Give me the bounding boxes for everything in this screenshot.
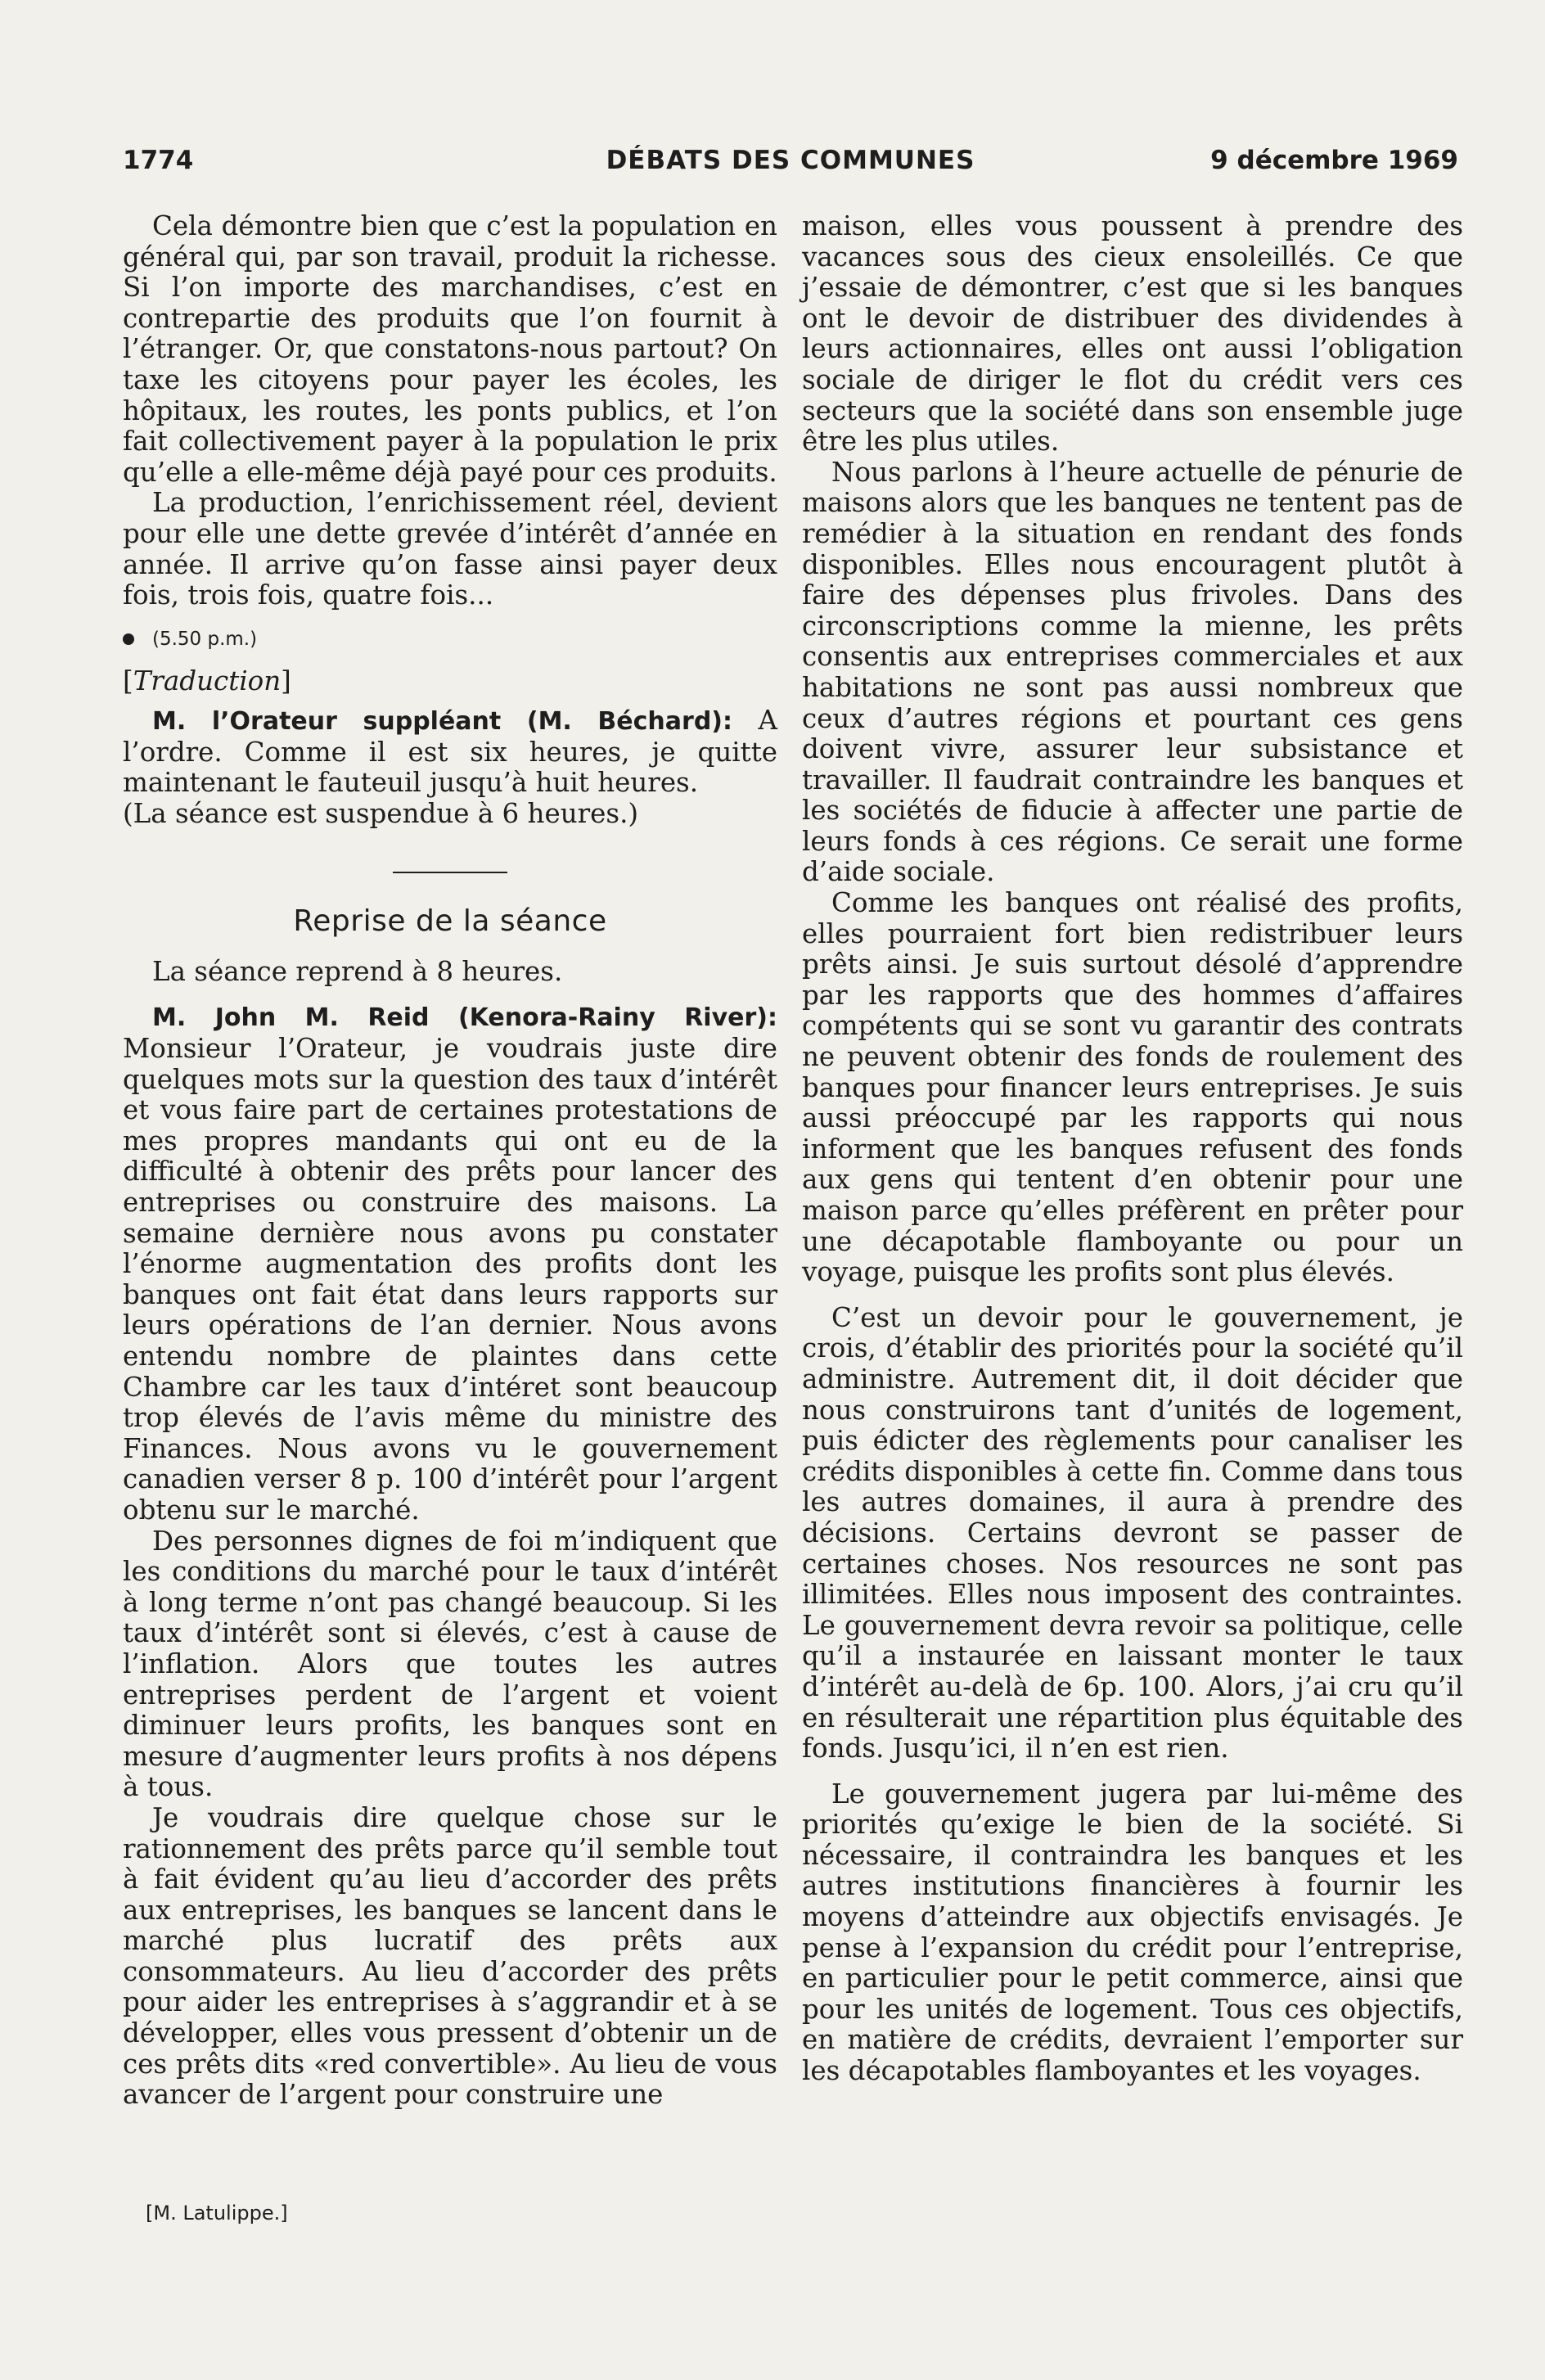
left-column xyxy=(123,211,777,2111)
speech-text: Monsieur l’Orateur, je voudrais juste dire quelques mots sur la question des taux d’intérêt et vous faire part de certaines protestations de mes propres mandants qui ont eu de la difficulté à obtenir des prêts pour lancer des entreprises ou construire des maisons. La semaine dernière nous avons pu constater l’énorme augmentation des profits dont les banques ont fait état dans leurs rapports sur leurs opérations de l’an dernier. Nous avons entendu nombre de plaintes dans cette Chambre car les taux d’intéret sont beaucoup trop élevés de l’avis même du ministre des Finances. Nous avons vu le gouvernement canadien verser 8 p. 100 d’intérêt pour l’argent obtenu sur le marché. xyxy=(123,1033,777,1526)
page-date: 9 décembre 1969 xyxy=(1210,146,1458,175)
speaker-name: M. John M. Reid (Kenora-Rainy River): xyxy=(152,1003,777,1033)
speech-text: A l’ordre. Comme il est six heures, je quitte maintenant le fauteuil jusqu’à huit heures. xyxy=(123,704,777,799)
time-marker xyxy=(123,624,777,656)
speaker-name: M. l’Orateur suppléant (M. Béchard): xyxy=(152,706,732,736)
right-column xyxy=(802,211,1463,2087)
speech-paragraph xyxy=(123,705,777,799)
resume-note: La séance reprend à 8 heures. xyxy=(152,955,563,987)
page-number: 1774 xyxy=(123,146,194,175)
paragraph: Cela démontre bien que c’est la population en général qui, par son travail, produit la richesse. Si l’on importe des marchandises, c’est en contrepartie des produits que l’on fournit à l’étranger. Or, que constatons-nous partout? On taxe les citoyens pour payer les écoles, les hôpitaux, les routes, les ponts publics, et l’on fait collectivement payer à la population le prix qu’elle a elle-même déjà payé pour ces produits. xyxy=(123,210,777,488)
paragraph: Je voudrais dire quelque chose sur le rationnement des prêts parce qu’il semble tout à fait évident qu’au lieu d’accorder des prêts aux entreprises, les banques se lancent dans le marché plus lucratif des prêts aux consommateurs. Au lieu d’accorder des prêts pour aider les entreprises à s’aggrandir et à se développer, elles vous pressent d’obtenir un de ces prêts dits «red convertible». Au lieu de vous avancer de l’argent pour construire une xyxy=(123,1801,777,2111)
publication-title: DÉBATS DES COMMUNES xyxy=(606,146,975,175)
paragraph: La production, l’enrichissement réel, devient pour elle une dette grevée d’intérêt d’année en année. Il arrive qu’on fasse ainsi payer deux fois, trois fois, quatre fois... xyxy=(123,487,777,611)
section-heading: Reprise de la séance xyxy=(293,904,607,939)
paragraph: maison, elles vous poussent à prendre des vacances sous des cieux ensoleillés. Ce que j’essaie de démontrer, c’est que si les banques ont le devoir de distribuer des dividendes à leurs actionnaires, elles ont aussi l’obligation sociale de diriger le flot du crédit vers ces secteurs que la société dans son ensemble juge être les plus utiles. xyxy=(802,210,1463,458)
page-header xyxy=(123,146,1458,185)
section-divider xyxy=(393,872,507,873)
time-marker-text: (5.50 p.m.) xyxy=(152,628,258,650)
suspension-note: (La séance est suspendue à 6 heures.) xyxy=(123,797,639,829)
translation-label: Traduction xyxy=(133,665,282,697)
paragraph: C’est un devoir pour le gouvernement, je crois, d’établir des priorités pour la société qu’il administre. Autrement dit, il doit décider que nous construirons tant d’unités de logement, puis édicter des règlements pour canaliser les crédits disponibles à cette fin. Comme dans tous les autres domaines, il aura à prendre des décisions. Certains devront se passer de certaines choses. Nos resources ne sont pas illimitées. Elles nous imposent des contraintes. Le gouvernement devra revoir sa politique, celle qu’il a instaurée en laissant monter le taux d’intérêt au-delà de 6p. 100. Alors, j’ai cru qu’il en résulterait une répartition plus équitable des fonds. Jusqu’ici, il n’en est rien. xyxy=(802,1301,1463,1765)
paragraph: Nous parlons à l’heure actuelle de pénurie de maisons alors que les banques ne tentent pas de remédier à la situation en rendant des fonds disponibles. Elles nous encouragent plutôt à faire des dépenses plus frivoles. Dans des circonscriptions comme la mienne, les prêts consentis aux entreprises commerciales et aux habitations ne sont pas aussi nombreux que ceux d’autres régions et pourtant ces gens doivent vivre, assurer leur subsistance et travailler. Il faudrait contraindre les banques et les sociétés de fiducie à affecter une partie de leurs fonds à ces régions. Ce serait une forme d’aide sociale. xyxy=(802,456,1463,888)
paragraph: Comme les banques ont réalisé des profits, elles pourraient fort bien redistribuer leurs prêts ainsi. Je suis surtout désolé d’apprendre par les rapports que des hommes d’affaires compétents qui se sont vu garantir des contrats ne peuvent obtenir des fonds de roulement des banques pour financer leurs entreprises. Je suis aussi préoccupé par les rapports qui nous informent que les banques refusent des fonds aux gens qui tentent d’en obtenir pour une maison parce qu’elles préfèrent en prêter pour une décapotable flamboyante ou pour un voyage, puisque les profits sont plus élevés. xyxy=(802,887,1463,1288)
paragraph: Le gouvernement jugera par lui-même des priorités qu’exige le bien de la société. Si nécessaire, il contraindra les banques et les autres institutions financières à fournir les moyens d’atteindre aux objectifs envisagés. Je pense à l’expansion du crédit pour l’entreprise, en particulier pour le petit commerce, ainsi que pour les unités de logement. Tous ces objectifs, en matière de crédits, devraient l’emporter sur les décapotables flamboyantes et les voyages. xyxy=(802,1778,1463,2087)
bullet-icon xyxy=(123,633,134,645)
footer-speaker-reference: [M. Latulippe.] xyxy=(146,2202,288,2224)
speech-paragraph xyxy=(123,1002,777,1526)
translation-marker: [Traduction] xyxy=(123,665,291,697)
paragraph: Des personnes dignes de foi m’indiquent que les conditions du marché pour le taux d’intérêt à long terme n’ont pas changé beaucoup. Si les taux d’intérêt sont si élevés, c’est à cause de l’inflation. Alors que toutes les autres entreprises perdent de l’argent et voient diminuer leurs profits, les banques sont en mesure d’augmenter leurs profits à nos dépens à tous. xyxy=(123,1525,777,1803)
